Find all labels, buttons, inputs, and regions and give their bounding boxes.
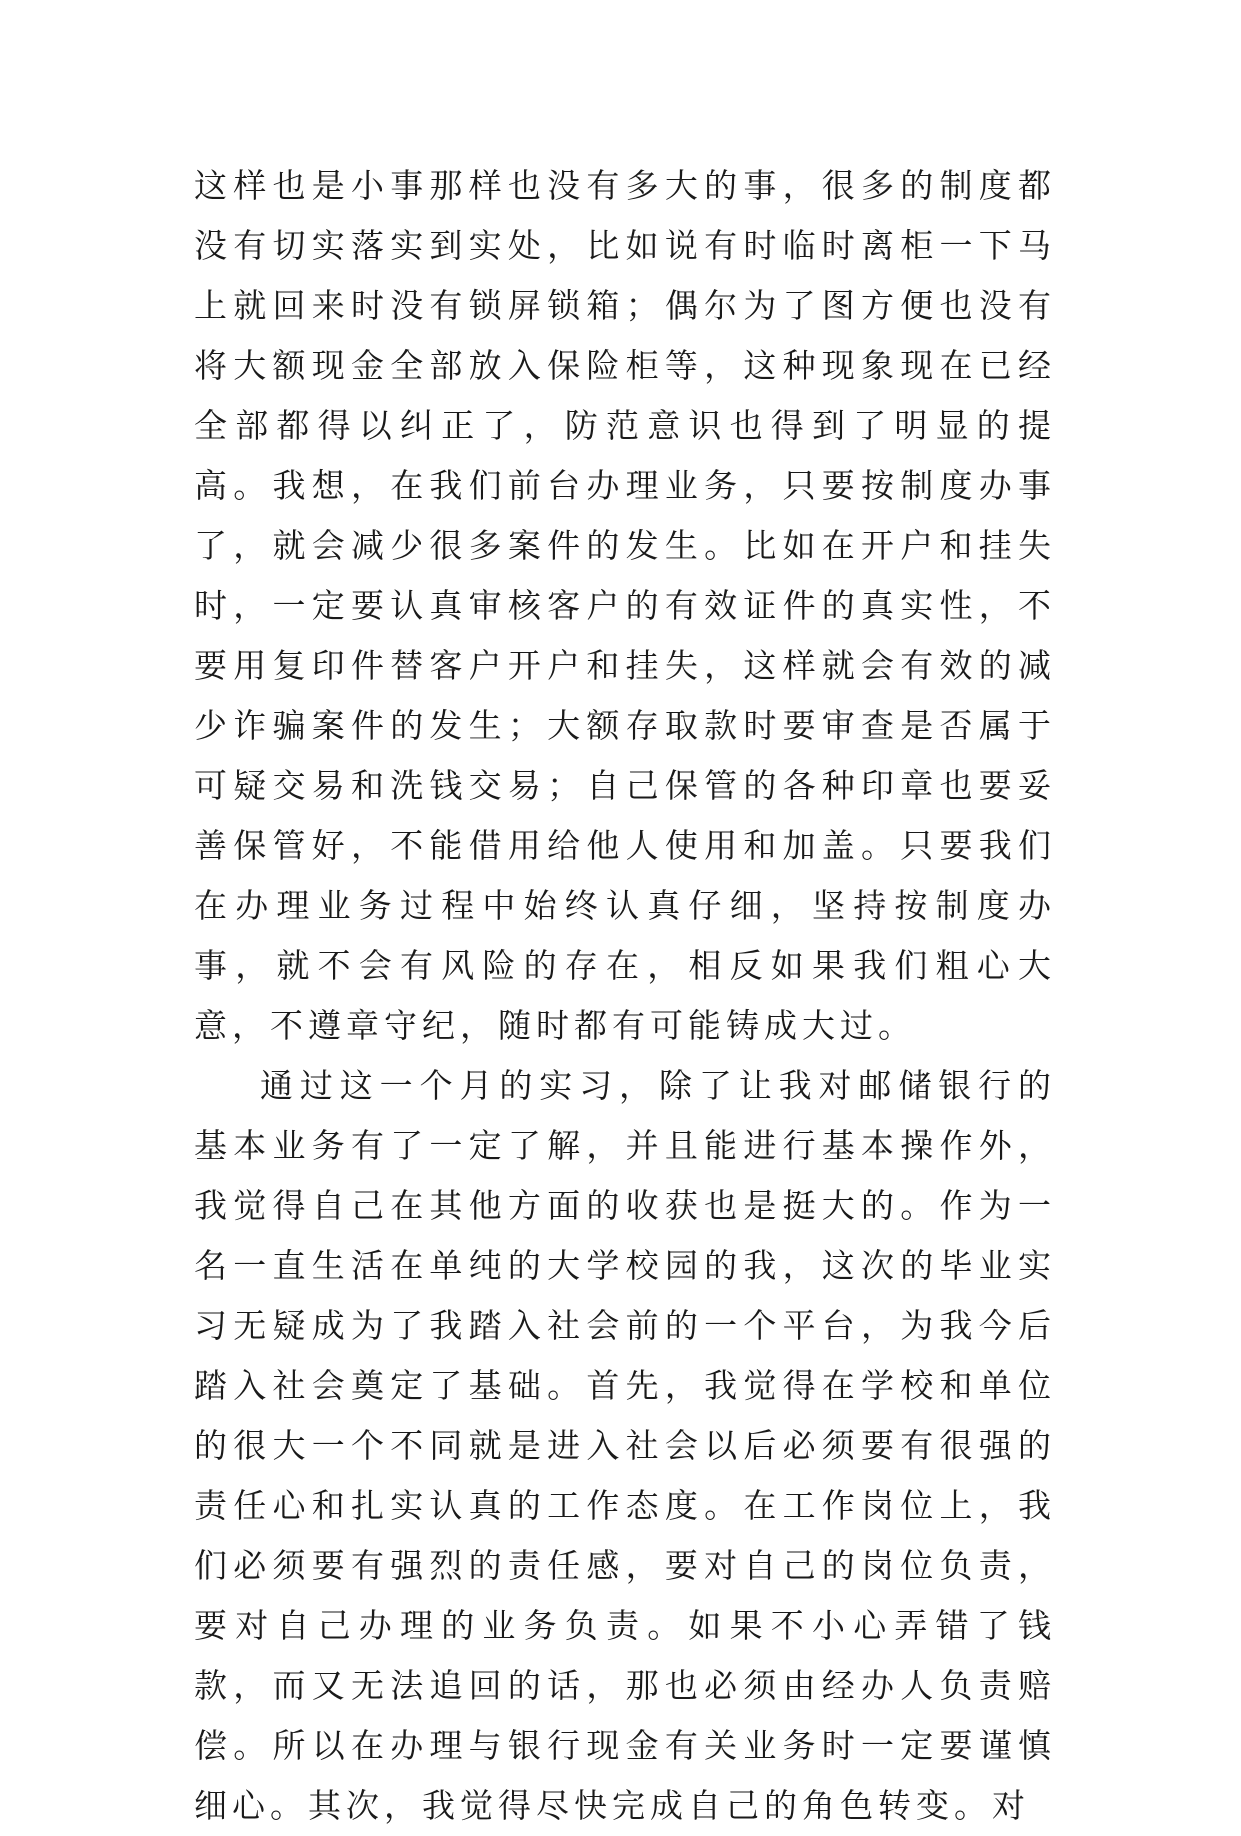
paragraph-continuation: 这样也是小事那样也没有多大的事，很多的制度都没有切实落实到实处，比如说有时临时离柜一下马上就回来时没有锁屏锁箱；偶尔为了图方便也没有将大额现金全部放入保险柜等，这种现象现在已经全部都得以纠正了，防范意识也得到了明显的提高。我想，在我们前台办理业务，只要按制度办事了，就会减少很多案件的发生。比如在开户和挂失时，一定要认真审核客户的有效证件的真实性，不要用复印件替客户开户和挂失，这样就会有效的减少诈骗案件的发生；大额存取款时要审查是否属于可疑交易和洗钱交易；自己保管的各种印章也要妥善保管好，不能借用给他人使用和加盖。只要我们在办理业务过程中始终认真仔细，坚持按制度办事，就不会有风险的存在，相反如果我们粗心大意，不遵章守纪，随时都有可能铸成大过。 <box>194 166 1056 1045</box>
paragraph-internship-reflection: 通过这一个月的实习，除了让我对邮储银行的基本业务有了一定了解，并且能进行基本操作外，我觉得自己在其他方面的收获也是挺大的。作为一名一直生活在单纯的大学校园的我，这次的毕业实习无疑成为了我踏入社会前的一个平台，为我今后踏入社会奠定了基础。首先，我觉得在学校和单位的很大一个不同就是进入社会以后必须要有很强的责任心和扎实认真的工作态度。在工作岗位上，我们必须要有强烈的责任感，要对自己的岗位负责，要对自己办理的业务负责。如果不小心弄错了钱款，而又无法追回的话，那也必须由经办人负责赔偿。所以在办理与银行现金有关业务时一定要谨慎细心。其次，我觉得尽快完成自己的角色转变。对 <box>194 1066 1056 1825</box>
body-text <box>194 156 1056 1836</box>
